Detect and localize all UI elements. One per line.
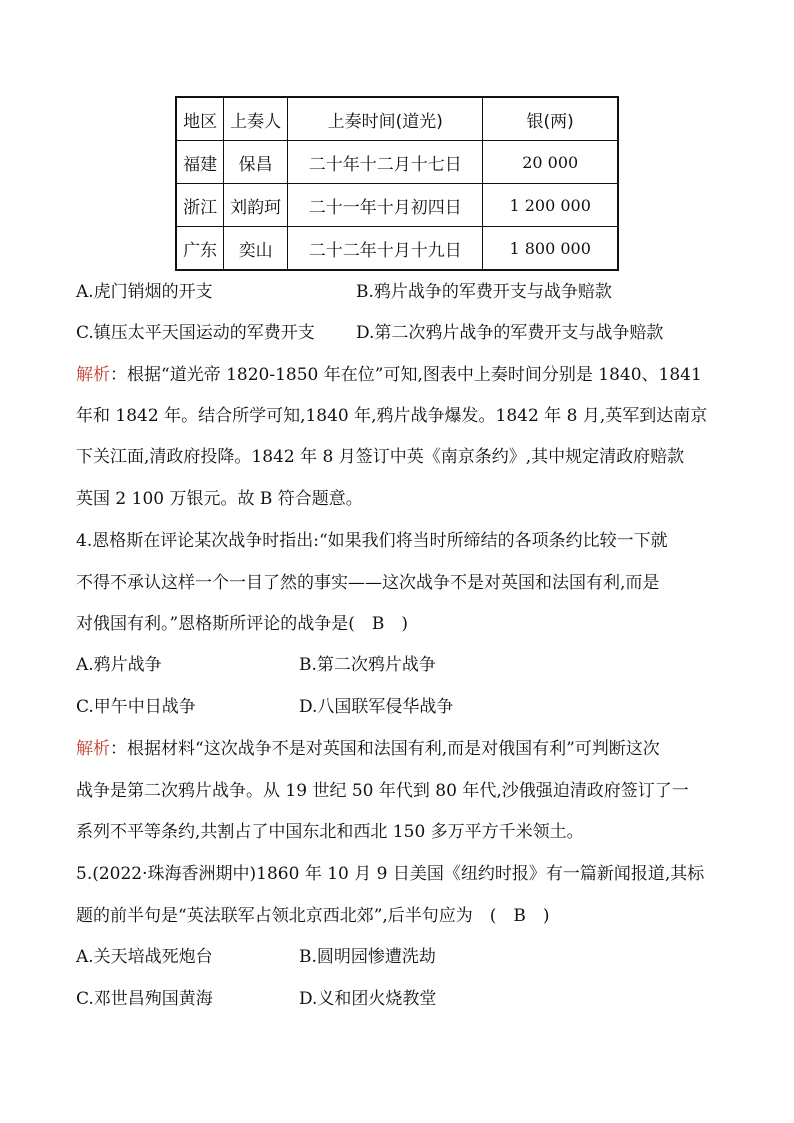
- q3-analysis-line-1: [76, 364, 702, 386]
- q3-analysis-line-2: 年和 1842 年。结合所学可知,1840 年,鸦片战争爆发。1842 年 8 月,英军到达南京: [76, 406, 708, 426]
- header-silver: 银(两): [483, 97, 618, 141]
- analysis-label: 解析: [76, 739, 110, 759]
- cell-reporter: 刘韵珂: [224, 184, 288, 227]
- q3-option-d: D.第二次鸦片战争的军费开支与战争赔款: [356, 323, 664, 343]
- q5-option-b: B.圆明园惨遭洗劫: [299, 947, 436, 967]
- analysis-text: ：根据材料“这次战争不是对英国和法国有利,而是对俄国有利”可判断这次: [110, 739, 660, 759]
- q3-analysis-line-4: 英国 2 100 万银元。故 B 符合题意。: [76, 489, 363, 509]
- header-region: 地区: [176, 97, 224, 141]
- q4-stem-line-3: 对俄国有利。”恩格斯所评论的战争是( B ): [76, 614, 408, 634]
- q4-option-b: B.第二次鸦片战争: [299, 655, 436, 675]
- q3-option-a: A.虎门销烟的开支: [76, 282, 213, 302]
- q4-analysis-line-2: 战争是第二次鸦片战争。从 19 世纪 50 年代到 80 年代,沙俄强迫清政府签订了一: [76, 781, 689, 801]
- cell-silver: 1 800 000: [483, 227, 618, 271]
- table-row: [176, 227, 618, 271]
- q3-option-b: B.鸦片战争的军费开支与战争赔款: [356, 282, 612, 302]
- q3-analysis-line-3: 下关江面,清政府投降。1842 年 8 月签订中英《南京条约》,其中规定清政府赔款: [76, 447, 685, 467]
- cell-date: 二十二年十月十九日: [288, 227, 483, 271]
- cell-reporter: 保昌: [224, 141, 288, 184]
- cell-reporter: 奕山: [224, 227, 288, 271]
- table-row: [176, 141, 618, 184]
- q4-option-c: C.甲午中日战争: [76, 697, 196, 717]
- q5-option-c: C.邓世昌殉国黄海: [76, 989, 213, 1009]
- q4-option-a: A.鸦片战争: [76, 655, 162, 675]
- q5-option-d: D.义和团火烧教堂: [299, 989, 437, 1009]
- q4-stem-line-1: 4.恩格斯在评论某次战争时指出:“如果我们将当时所缔结的各项条约比较一下就: [76, 531, 668, 551]
- q5-stem-line-1: 5.(2022·珠海香洲期中)1860 年 10 月 9 日美国《纽约时报》有一篇新闻报道,其标: [76, 864, 705, 884]
- cell-region: 浙江: [176, 184, 224, 227]
- cell-date: 二十一年十月初四日: [288, 184, 483, 227]
- silver-expense-table: [175, 96, 619, 271]
- table-header-row: [176, 97, 618, 141]
- q4-option-d: D.八国联军侵华战争: [299, 697, 454, 717]
- q4-stem-line-2: 不得不承认这样一个一目了然的事实——这次战争不是对英国和法国有利,而是: [76, 573, 660, 593]
- q5-stem-line-2: 题的前半句是“英法联军占领北京西北郊”,后半句应为 ( B ): [76, 906, 550, 926]
- cell-region: 广东: [176, 227, 224, 271]
- cell-region: 福建: [176, 141, 224, 184]
- analysis-label: 解析: [76, 365, 110, 385]
- analysis-text: ：根据“道光帝 1820-1850 年在位”可知,图表中上奏时间分别是 1840、1841: [110, 365, 702, 385]
- cell-silver: 20 000: [483, 141, 618, 184]
- q5-option-a: A.关天培战死炮台: [76, 947, 213, 967]
- q4-analysis-line-1: [76, 738, 660, 760]
- q3-option-c: C.镇压太平天国运动的军费开支: [76, 323, 315, 343]
- cell-date: 二十年十二月十七日: [288, 141, 483, 184]
- header-report-date: 上奏时间(道光): [288, 97, 483, 141]
- header-reporter: 上奏人: [224, 97, 288, 141]
- q4-analysis-line-3: 系列不平等条约,共割占了中国东北和西北 150 多万平方千米领土。: [76, 822, 584, 842]
- cell-silver: 1 200 000: [483, 184, 618, 227]
- table-row: [176, 184, 618, 227]
